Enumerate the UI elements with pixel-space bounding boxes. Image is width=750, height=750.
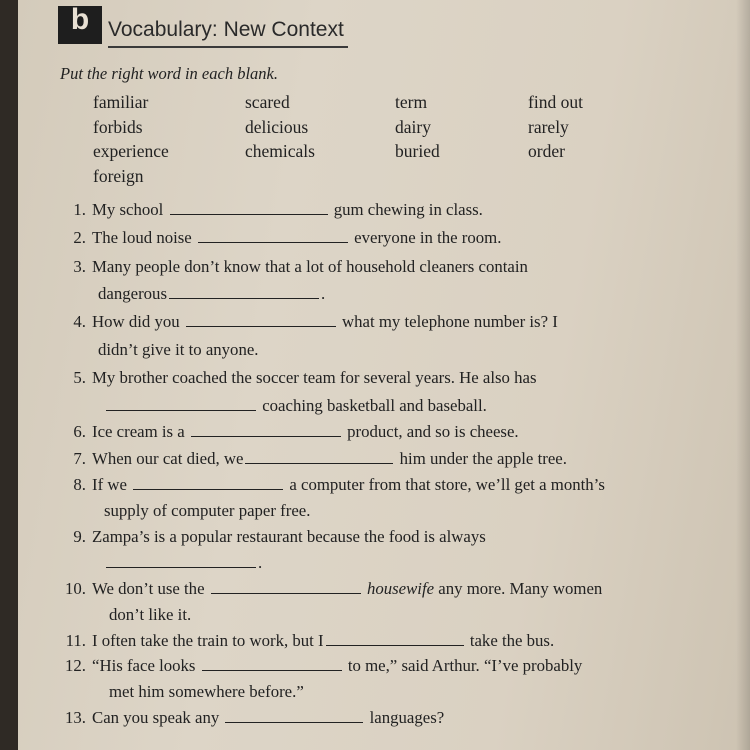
item-number: 2. — [73, 228, 86, 247]
answer-blank[interactable] — [170, 200, 328, 215]
word-bank-word: chemicals — [245, 141, 315, 162]
exercise-item-4 — [66, 312, 558, 332]
item-text: When our cat died, we — [92, 449, 244, 468]
word-bank-word: familiar — [93, 92, 149, 112]
exercise-item-7 — [66, 449, 567, 469]
item-number: 8. — [73, 475, 86, 494]
word-bank-word: experience — [93, 141, 169, 162]
page-edge-shadow — [736, 0, 750, 750]
item-text: My brother coached the soccer team for several years. He also has — [92, 368, 537, 387]
answer-blank[interactable] — [106, 396, 256, 411]
exercise-item-2 — [66, 228, 501, 248]
exercise-item-9 — [66, 527, 486, 547]
item-text: I often take the train to work, but I — [92, 631, 324, 650]
instruction-text: Put the right word in each blank. — [60, 64, 278, 83]
answer-blank[interactable] — [169, 284, 319, 299]
exercise-item-1 — [66, 200, 483, 220]
item-text: a computer from that store, we’ll get a month’s — [289, 475, 605, 494]
item-number: 5. — [73, 368, 86, 387]
exercise-items — [18, 0, 750, 750]
item-text: Many people don’t know that a lot of household cleaners contain — [92, 257, 528, 276]
item-number: 9. — [73, 527, 86, 546]
word-bank-word: dairy — [395, 116, 431, 137]
item-text: everyone in the room. — [354, 228, 502, 247]
word-bank-word: term — [395, 92, 428, 112]
word-bank-word: foreign — [93, 165, 144, 186]
section-badge: b — [58, 6, 102, 44]
answer-blank[interactable] — [198, 228, 348, 243]
item-number: 3. — [73, 257, 86, 276]
answer-blank[interactable] — [191, 422, 341, 437]
item-text: Ice cream is a — [92, 422, 185, 441]
item-text: Zampa’s is a popular restaurant because the food is always — [92, 527, 486, 546]
item-number: 1. — [73, 200, 86, 219]
answer-blank[interactable] — [186, 312, 336, 327]
item-number: 4. — [73, 312, 86, 331]
exercise-item-3-continued — [98, 284, 325, 304]
item-text-italic: housewife — [366, 579, 435, 598]
answer-blank[interactable] — [211, 579, 361, 594]
item-text: any more. Many women — [438, 579, 603, 598]
item-text: “His face looks — [92, 656, 196, 675]
item-text: met him somewhere before.” — [109, 682, 304, 701]
item-text: supply of computer paper free. — [104, 501, 311, 520]
exercise-item-12-continued — [109, 682, 304, 702]
item-number: 12. — [65, 656, 86, 675]
item-text: what my telephone number is? I — [342, 312, 558, 331]
word-bank-word: scared — [245, 92, 290, 112]
item-text: The loud noise — [92, 228, 192, 247]
exercise-item-4-continued — [98, 340, 259, 360]
answer-blank[interactable] — [245, 449, 393, 464]
section-title: Vocabulary: New Context — [108, 18, 344, 41]
exercise-item-8 — [66, 475, 605, 495]
word-bank-word: order — [528, 141, 565, 162]
word-bank-word: delicious — [245, 116, 309, 137]
word-bank-word: rarely — [528, 116, 569, 137]
item-text: to me,” said Arthur. “I’ve probably — [347, 656, 583, 675]
exercise-item-5 — [66, 368, 537, 388]
worksheet-page — [18, 0, 750, 750]
exercise-item-6 — [66, 422, 519, 442]
item-number: 11. — [65, 631, 86, 650]
item-text: dangerous — [98, 284, 167, 303]
exercise-item-12 — [58, 656, 582, 676]
answer-blank[interactable] — [202, 656, 342, 671]
exercise-item-5-continued — [104, 396, 487, 416]
item-number: 6. — [73, 422, 86, 441]
answer-blank[interactable] — [133, 475, 283, 490]
item-text: . — [258, 553, 263, 572]
exercise-item-10 — [58, 579, 602, 599]
item-text: How did you — [92, 312, 180, 331]
item-text: We don’t use the — [92, 579, 205, 598]
item-text: don’t like it. — [109, 605, 192, 624]
item-text: languages? — [369, 708, 445, 727]
answer-blank[interactable] — [225, 708, 363, 723]
item-number: 7. — [73, 449, 86, 468]
exercise-item-10-continued — [109, 605, 191, 625]
item-text: didn’t give it to anyone. — [98, 340, 259, 359]
item-number: 10. — [65, 579, 86, 598]
word-bank-word: forbids — [93, 116, 143, 137]
exercise-item-11 — [58, 631, 554, 651]
item-text: coaching basketball and baseball. — [262, 396, 487, 415]
item-text: If we — [92, 475, 127, 494]
item-text: product, and so is cheese. — [347, 422, 519, 441]
exercise-item-13 — [58, 708, 444, 728]
word-bank-word: find out — [528, 92, 583, 112]
exercise-item-9-continued — [104, 553, 262, 573]
item-text: him under the apple tree. — [399, 449, 567, 468]
item-number: 13. — [65, 708, 86, 727]
item-text: gum chewing in class. — [333, 200, 483, 219]
exercise-item-8-continued — [104, 501, 310, 521]
item-text: . — [320, 284, 326, 303]
answer-blank[interactable] — [106, 553, 256, 568]
exercise-item-3 — [66, 257, 528, 277]
word-bank-word: buried — [395, 141, 440, 162]
item-text: My school — [92, 200, 164, 219]
item-text: take the bus. — [469, 631, 555, 650]
answer-blank[interactable] — [326, 631, 464, 646]
item-text: Can you speak any — [92, 708, 220, 727]
